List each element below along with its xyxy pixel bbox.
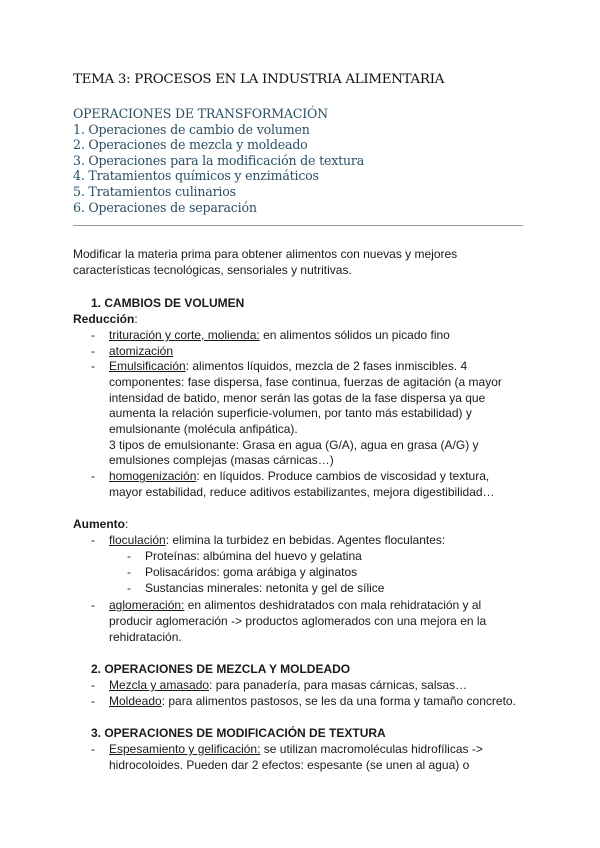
bullet-dash: -	[91, 469, 95, 483]
toc-item: 4. Tratamientos químicos y enzimáticos	[73, 168, 319, 184]
sub-list-item: Sustancias minerales: netonita y gel de sílice	[145, 581, 385, 595]
paragraph-line: hidrocoloides. Pueden dar 2 efectos: espesante (se unen al agua) o	[109, 758, 470, 772]
sub-bullet-dash: -	[127, 581, 131, 595]
toc-item: 2. Operaciones de mezcla y moldeado	[73, 137, 308, 153]
list-item-floculacion: floculación: elimina la turbidez en bebidas. Agentes floculantes:	[109, 533, 446, 547]
intro-line: características tecnológicas, sensoriales y nutritivas.	[73, 263, 352, 277]
sub-list-item: Polisacáridos: goma arábiga y alginatos	[145, 565, 358, 579]
list-item-moldeado: Moldeado: para alimentos pastosos, se les da una forma y tamaño concreto.	[109, 694, 516, 708]
intro-line: Modificar la materia prima para obtener alimentos con nuevas y mejores	[73, 247, 458, 261]
list-item-mezcla: Mezcla y amasado: para panadería, para masas cárnicas, salsas…	[109, 678, 468, 692]
list-item-trituracion: trituración y corte, molienda: en alimentos sólidos un picado fino	[109, 328, 450, 342]
list-item-emulsificacion: Emulsificación: alimentos líquidos, mezcla de 2 fases inmiscibles. 4	[109, 359, 468, 373]
list-item-espesamiento: Espesamiento y gelificación: se utilizan macromoléculas hidrofílicas ->	[109, 742, 483, 756]
bullet-dash: -	[91, 328, 95, 342]
section-heading: 1. CAMBIOS DE VOLUMEN	[91, 296, 245, 310]
toc-item: 5. Tratamientos culinarios	[73, 183, 236, 199]
toc-item: 6. Operaciones de separación	[73, 199, 257, 215]
bullet-dash: -	[91, 742, 95, 756]
document-title: TEMA 3: PROCESOS EN LA INDUSTRIA ALIMENTARIA	[73, 72, 445, 87]
toc-heading: OPERACIONES DE TRANSFORMACIÓN	[73, 106, 328, 121]
list-item-homogenizacion: homogenización: en líquidos. Produce cambios de viscosidad y textura,	[109, 469, 490, 483]
table-of-contents	[73, 106, 364, 215]
bullet-dash: -	[91, 344, 95, 358]
bullet-dash: -	[91, 598, 95, 612]
sub-list-item: Proteínas: albúmina del huevo y gelatina	[145, 549, 362, 563]
paragraph-line: mayor estabilidad, reduce aditivos estabilizantes, mejora digestibilidad…	[109, 485, 495, 499]
paragraph-line: 3 tipos de emulsionante: Grasa en agua (G/A), agua en grasa (A/G) y	[109, 438, 479, 452]
bullet-dash: -	[91, 359, 95, 373]
sub-bullet-dash: -	[127, 549, 131, 563]
paragraph-line: emulsiones complejas (masas cárnicas…)	[109, 453, 334, 467]
toc-item: 3. Operaciones para la modificación de textura	[73, 152, 364, 168]
bullet-dash: -	[91, 678, 95, 692]
section-heading: 3. OPERACIONES DE MODIFICACIÓN DE TEXTURA	[91, 726, 386, 740]
horizontal-divider	[73, 225, 523, 226]
paragraph-line: intensidad de batido, menor serán las gotas de la fase dispersa ya que	[109, 391, 486, 405]
sub-bullet-dash: -	[127, 565, 131, 579]
paragraph-line: componentes: fase dispersa, fase continua, fuerzas de agitación (a mayor	[109, 375, 502, 389]
paragraph-line: emulsionante (molécula anfipática).	[109, 422, 298, 436]
list-item-aglomeracion: aglomeración: en alimentos deshidratados con mala rehidratación y al	[109, 598, 482, 612]
subsection-label-reduccion: Reducción:	[73, 312, 138, 326]
paragraph-line: aumenta la relación superficie-volumen, por tanto más estabilidad) y	[109, 406, 472, 420]
section-heading: 2. OPERACIONES DE MEZCLA Y MOLDEADO	[91, 662, 351, 676]
list-item-atomizacion: atomización	[109, 344, 174, 358]
subsection-label-aumento: Aumento:	[73, 517, 129, 531]
paragraph-line: rehidratación.	[109, 630, 182, 644]
bullet-dash: -	[91, 694, 95, 708]
toc-item: 1. Operaciones de cambio de volumen	[73, 121, 310, 137]
paragraph-line: producir aglomeración -> productos aglomerados con una mejora en la	[109, 614, 487, 628]
bullet-dash: -	[91, 533, 95, 547]
